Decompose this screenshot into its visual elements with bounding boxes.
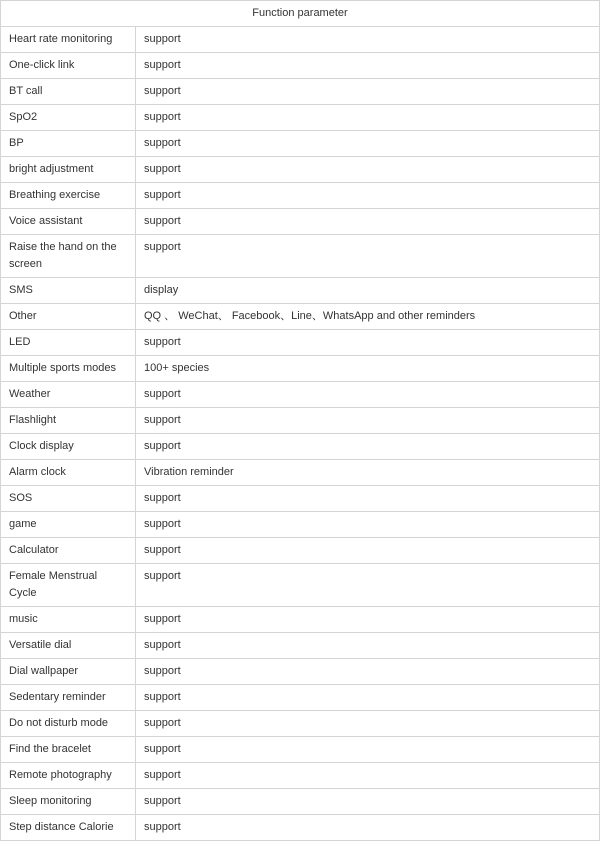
feature-cell: Sedentary reminder [1,685,136,711]
value-cell: support [136,131,600,157]
table-row [1,27,600,53]
value-cell: support [136,235,600,278]
table-row [1,763,600,789]
value-cell: support [136,607,600,633]
value-cell: support [136,183,600,209]
value-cell: support [136,408,600,434]
feature-cell: bright adjustment [1,157,136,183]
table-row [1,538,600,564]
feature-cell: SpO2 [1,105,136,131]
table-row [1,235,600,278]
value-cell: support [136,486,600,512]
value-cell: support [136,711,600,737]
value-cell: support [136,789,600,815]
value-cell: support [136,434,600,460]
table-row [1,815,600,841]
feature-cell: Female Menstrual Cycle [1,564,136,607]
table-row [1,105,600,131]
table-row [1,53,600,79]
value-cell: support [136,382,600,408]
feature-cell: music [1,607,136,633]
feature-cell: BP [1,131,136,157]
feature-cell: Clock display [1,434,136,460]
value-cell: support [136,27,600,53]
feature-cell: SOS [1,486,136,512]
value-cell: support [136,564,600,607]
feature-cell: Remote photography [1,763,136,789]
feature-cell: game [1,512,136,538]
value-cell: display [136,278,600,304]
value-cell: support [136,330,600,356]
feature-cell: SMS [1,278,136,304]
table-row [1,131,600,157]
value-cell: support [136,815,600,841]
feature-cell: One-click link [1,53,136,79]
value-cell: support [136,512,600,538]
table-row [1,659,600,685]
feature-cell: Heart rate monitoring [1,27,136,53]
table-row [1,737,600,763]
table-row [1,434,600,460]
table-row [1,685,600,711]
feature-cell: Voice assistant [1,209,136,235]
value-cell: support [136,53,600,79]
table-row [1,486,600,512]
table-row [1,278,600,304]
feature-cell: Sleep monitoring [1,789,136,815]
table-row [1,304,600,330]
table-row [1,157,600,183]
value-cell: support [136,633,600,659]
table-row [1,209,600,235]
table-row [1,711,600,737]
table-row [1,789,600,815]
table-row [1,79,600,105]
feature-cell: Calculator [1,538,136,564]
value-cell: support [136,685,600,711]
feature-cell: Raise the hand on the screen [1,235,136,278]
feature-cell: Breathing exercise [1,183,136,209]
feature-cell: Find the bracelet [1,737,136,763]
table-row [1,607,600,633]
feature-cell: Multiple sports modes [1,356,136,382]
value-cell: support [136,659,600,685]
value-cell: 100+ species [136,356,600,382]
feature-cell: Versatile dial [1,633,136,659]
table-row [1,356,600,382]
feature-cell: Alarm clock [1,460,136,486]
feature-cell: Flashlight [1,408,136,434]
feature-cell: Do not disturb mode [1,711,136,737]
value-cell: support [136,209,600,235]
value-cell: support [136,157,600,183]
table-row [1,183,600,209]
value-cell: Vibration reminder [136,460,600,486]
value-cell: support [136,763,600,789]
value-cell: support [136,79,600,105]
table-header: Function parameter [1,1,600,27]
value-cell: support [136,105,600,131]
feature-cell: Step distance Calorie [1,815,136,841]
table-row [1,633,600,659]
value-cell: support [136,737,600,763]
table-row [1,564,600,607]
feature-cell: Weather [1,382,136,408]
feature-cell: Dial wallpaper [1,659,136,685]
feature-cell: BT call [1,79,136,105]
table-row [1,460,600,486]
table-row [1,512,600,538]
value-cell: support [136,538,600,564]
table-row [1,408,600,434]
table-row [1,382,600,408]
value-cell: QQ 、 WeChat、 Facebook、Line、WhatsApp and other reminders [136,304,600,330]
feature-cell: LED [1,330,136,356]
feature-cell: Other [1,304,136,330]
header-row [1,1,600,27]
table-row [1,330,600,356]
